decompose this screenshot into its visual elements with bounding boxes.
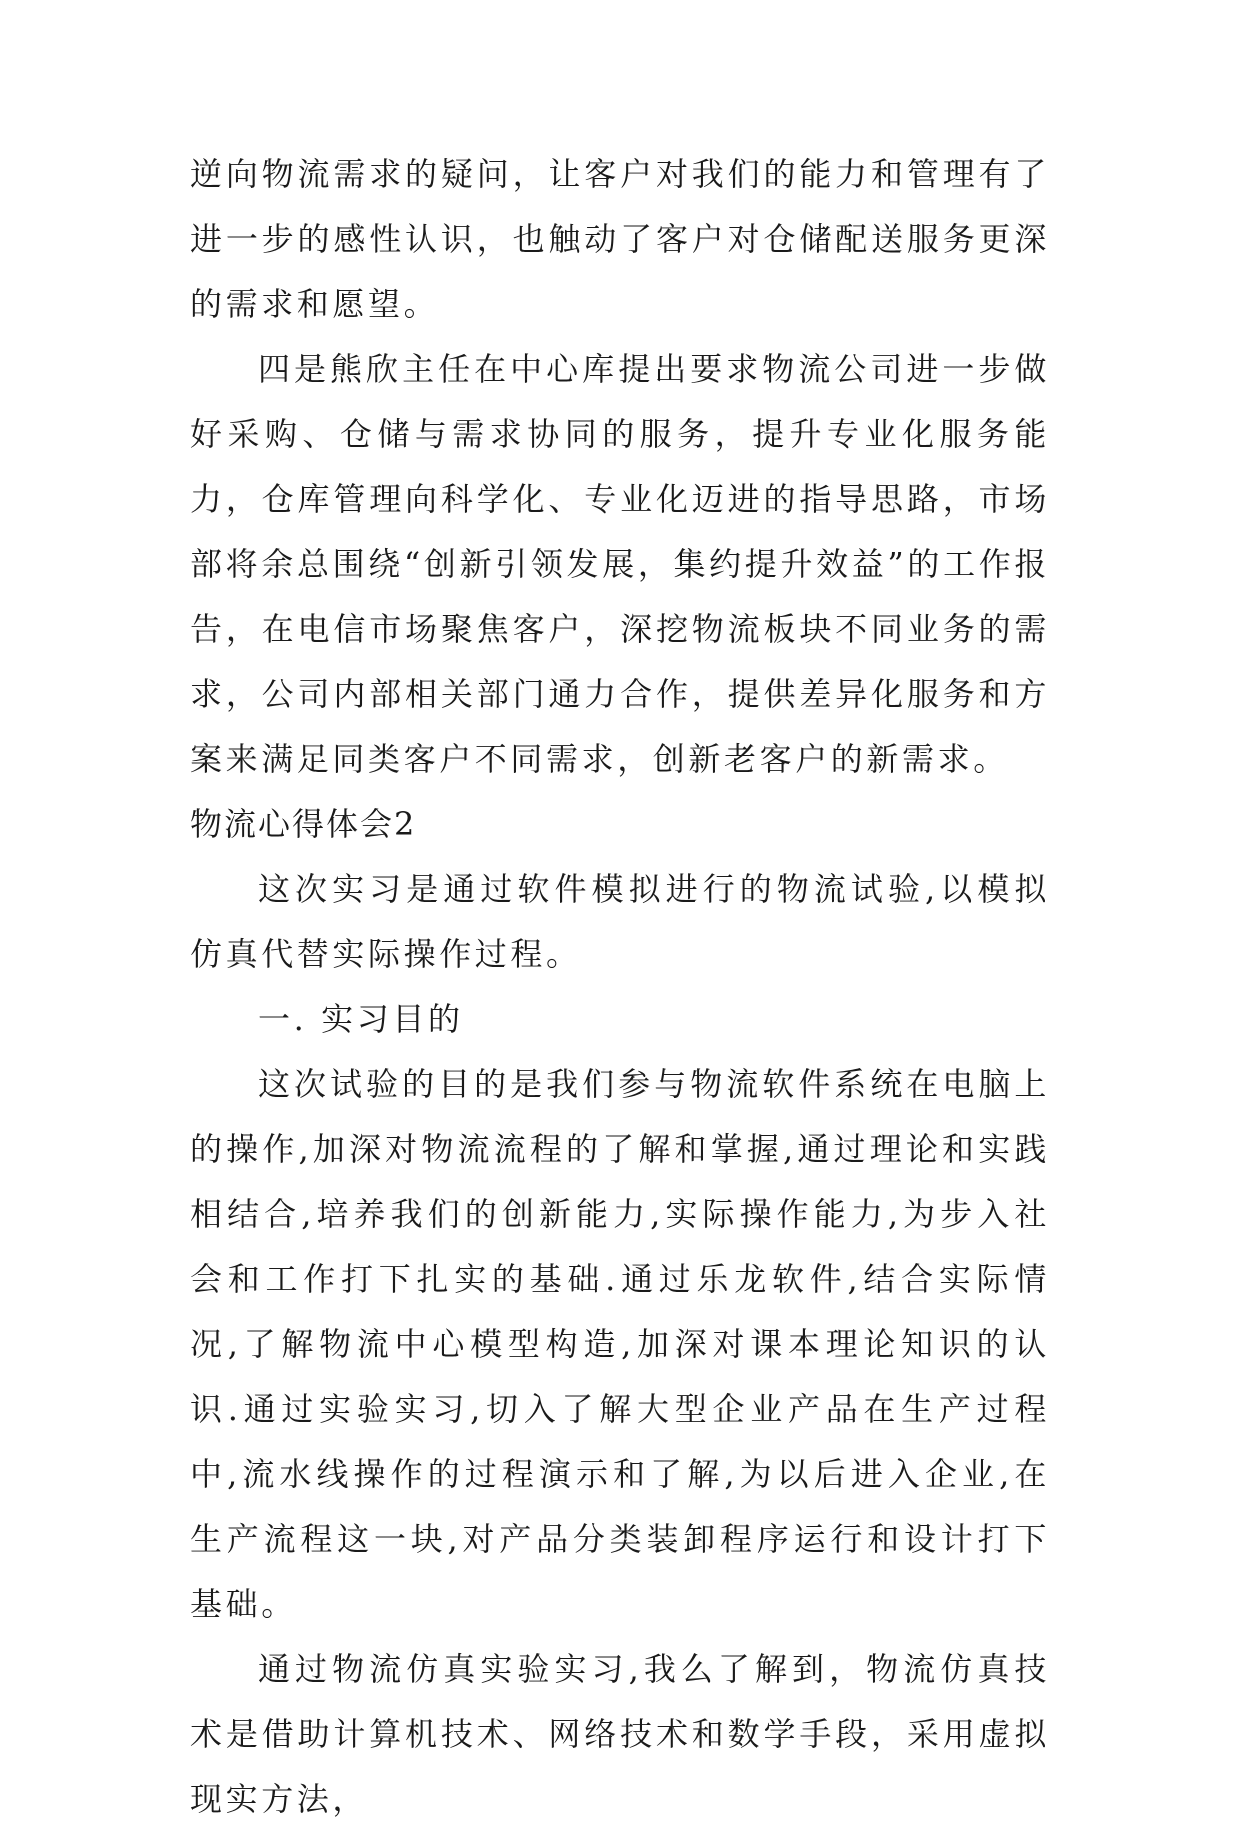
subsection-title: 一. 实习目的 — [258, 1000, 464, 1038]
paragraph-simulation: 通过物流仿真实验实习,我么了解到，物流仿真技术是借助计算机技术、网络技术和数学手段，采用虚拟现实方法， — [190, 1650, 1050, 1818]
paragraph-intro: 这次实习是通过软件模拟进行的物流试验,以模拟仿真代替实际操作过程。 — [190, 870, 1050, 973]
section-title: 物流心得体会2 — [190, 805, 417, 843]
paragraph-reverse-logistics: 逆向物流需求的疑问，让客户对我们的能力和管理有了进一步的感性认识，也触动了客户对仓储配送服务更深的需求和愿望。 — [190, 155, 1050, 323]
document-body — [190, 142, 1050, 1832]
paragraph-purpose: 这次试验的目的是我们参与物流软件系统在电脑上的操作,加深对物流流程的了解和掌握,通过理论和实践相结合,培养我们的创新能力,实际操作能力,为步入社会和工作打下扎实的基础.通过乐龙软件,结合实际情况,了解物流中心模型构造,加深对课本理论知识的认识.通过实验实习,切入了解大型企业产品在生产过程中,流水线操作的过程演示和了解,为以后进入企业,在生产流程这一块,对产品分类装卸程序运行和设计打下基础。 — [190, 1065, 1050, 1623]
paragraph-point-four: 四是熊欣主任在中心库提出要求物流公司进一步做好采购、仓储与需求协同的服务，提升专业化服务能力，仓库管理向科学化、专业化迈进的指导思路，市场部将余总围绕“创新引领发展，集约提升效益”的工作报告，在电信市场聚焦客户，深挖物流板块不同业务的需求，公司内部相关部门通力合作，提供差异化服务和方案来满足同类客户不同需求，创新老客户的新需求。 — [190, 350, 1050, 778]
